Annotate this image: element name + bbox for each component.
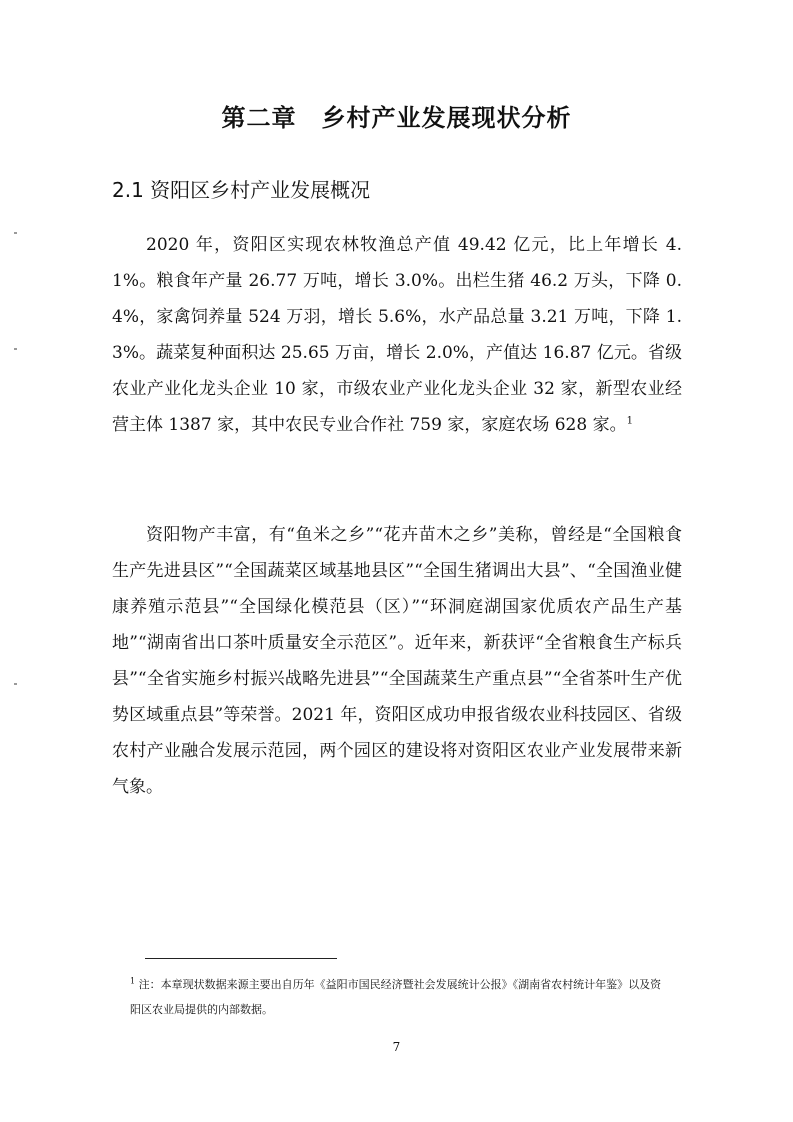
paragraph-1-text: 2020 年，资阳区实现农林牧渔总产值 49.42 亿元，比上年增长 4.1%。粮食年产量 26.77 万吨，增长 3.0%。出栏生猪 46.2 万头，下降 0.4%，家禽饲养量 524 万羽，增长 5.6%，水产品总量 3.21 万吨，下降 1.3%。蔬菜复种面积达 25.65 万亩，增长 2.0%，产值达 16.87 亿元。省级农业产业化龙头企业 10 家，市级农业产业化龙头企业 32 家，新型农业经营主体 1387 家，其中农民专业合作社 759 家，家庭农场 628 家。 (112, 235, 682, 435)
footnote (130, 972, 670, 1022)
chapter-title: 第二章 乡村产业发展现状分析 (221, 104, 572, 132)
scan-speck (14, 232, 17, 234)
footnote-divider (145, 958, 337, 959)
footnote-mark: 1 (130, 976, 136, 986)
section-title: 2.1 资阳区乡村产业发展概况 (112, 178, 371, 202)
paragraph-1 (112, 227, 682, 443)
page-number: 7 (392, 1040, 401, 1054)
footnote-text: 注：本章现状数据来源主要出自历年《益阳市国民经济暨社会发展统计公报》《湖南省农村统计年鉴》以及资阳区农业局提供的内部数据。 (130, 978, 662, 1016)
scan-speck (14, 348, 17, 350)
scan-speck (14, 683, 17, 685)
paragraph-2: 资阳物产丰富，有“鱼米之乡”“花卉苗木之乡”美称，曾经是“全国粮食生产先进县区”“全国蔬菜区域基地县区”“全国生猪调出大县”、“全国渔业健康养殖示范县”“全国绿化模范县（区）”“环洞庭湖国家优质农产品生产基地”“湖南省出口茶叶质量安全示范区”。近年来，新获评“全省粮食生产标兵县”“全省实施乡村振兴战略先进县”“全国蔬菜生产重点县”“全省茶叶生产优势区域重点县”等荣誉。2021 年，资阳区成功申报省级农业科技园区、省级农村产业融合发展示范园，两个园区的建设将对资阳区农业产业发展带来新气象。 (112, 525, 682, 797)
footnote-reference[interactable]: 1 (626, 415, 633, 427)
